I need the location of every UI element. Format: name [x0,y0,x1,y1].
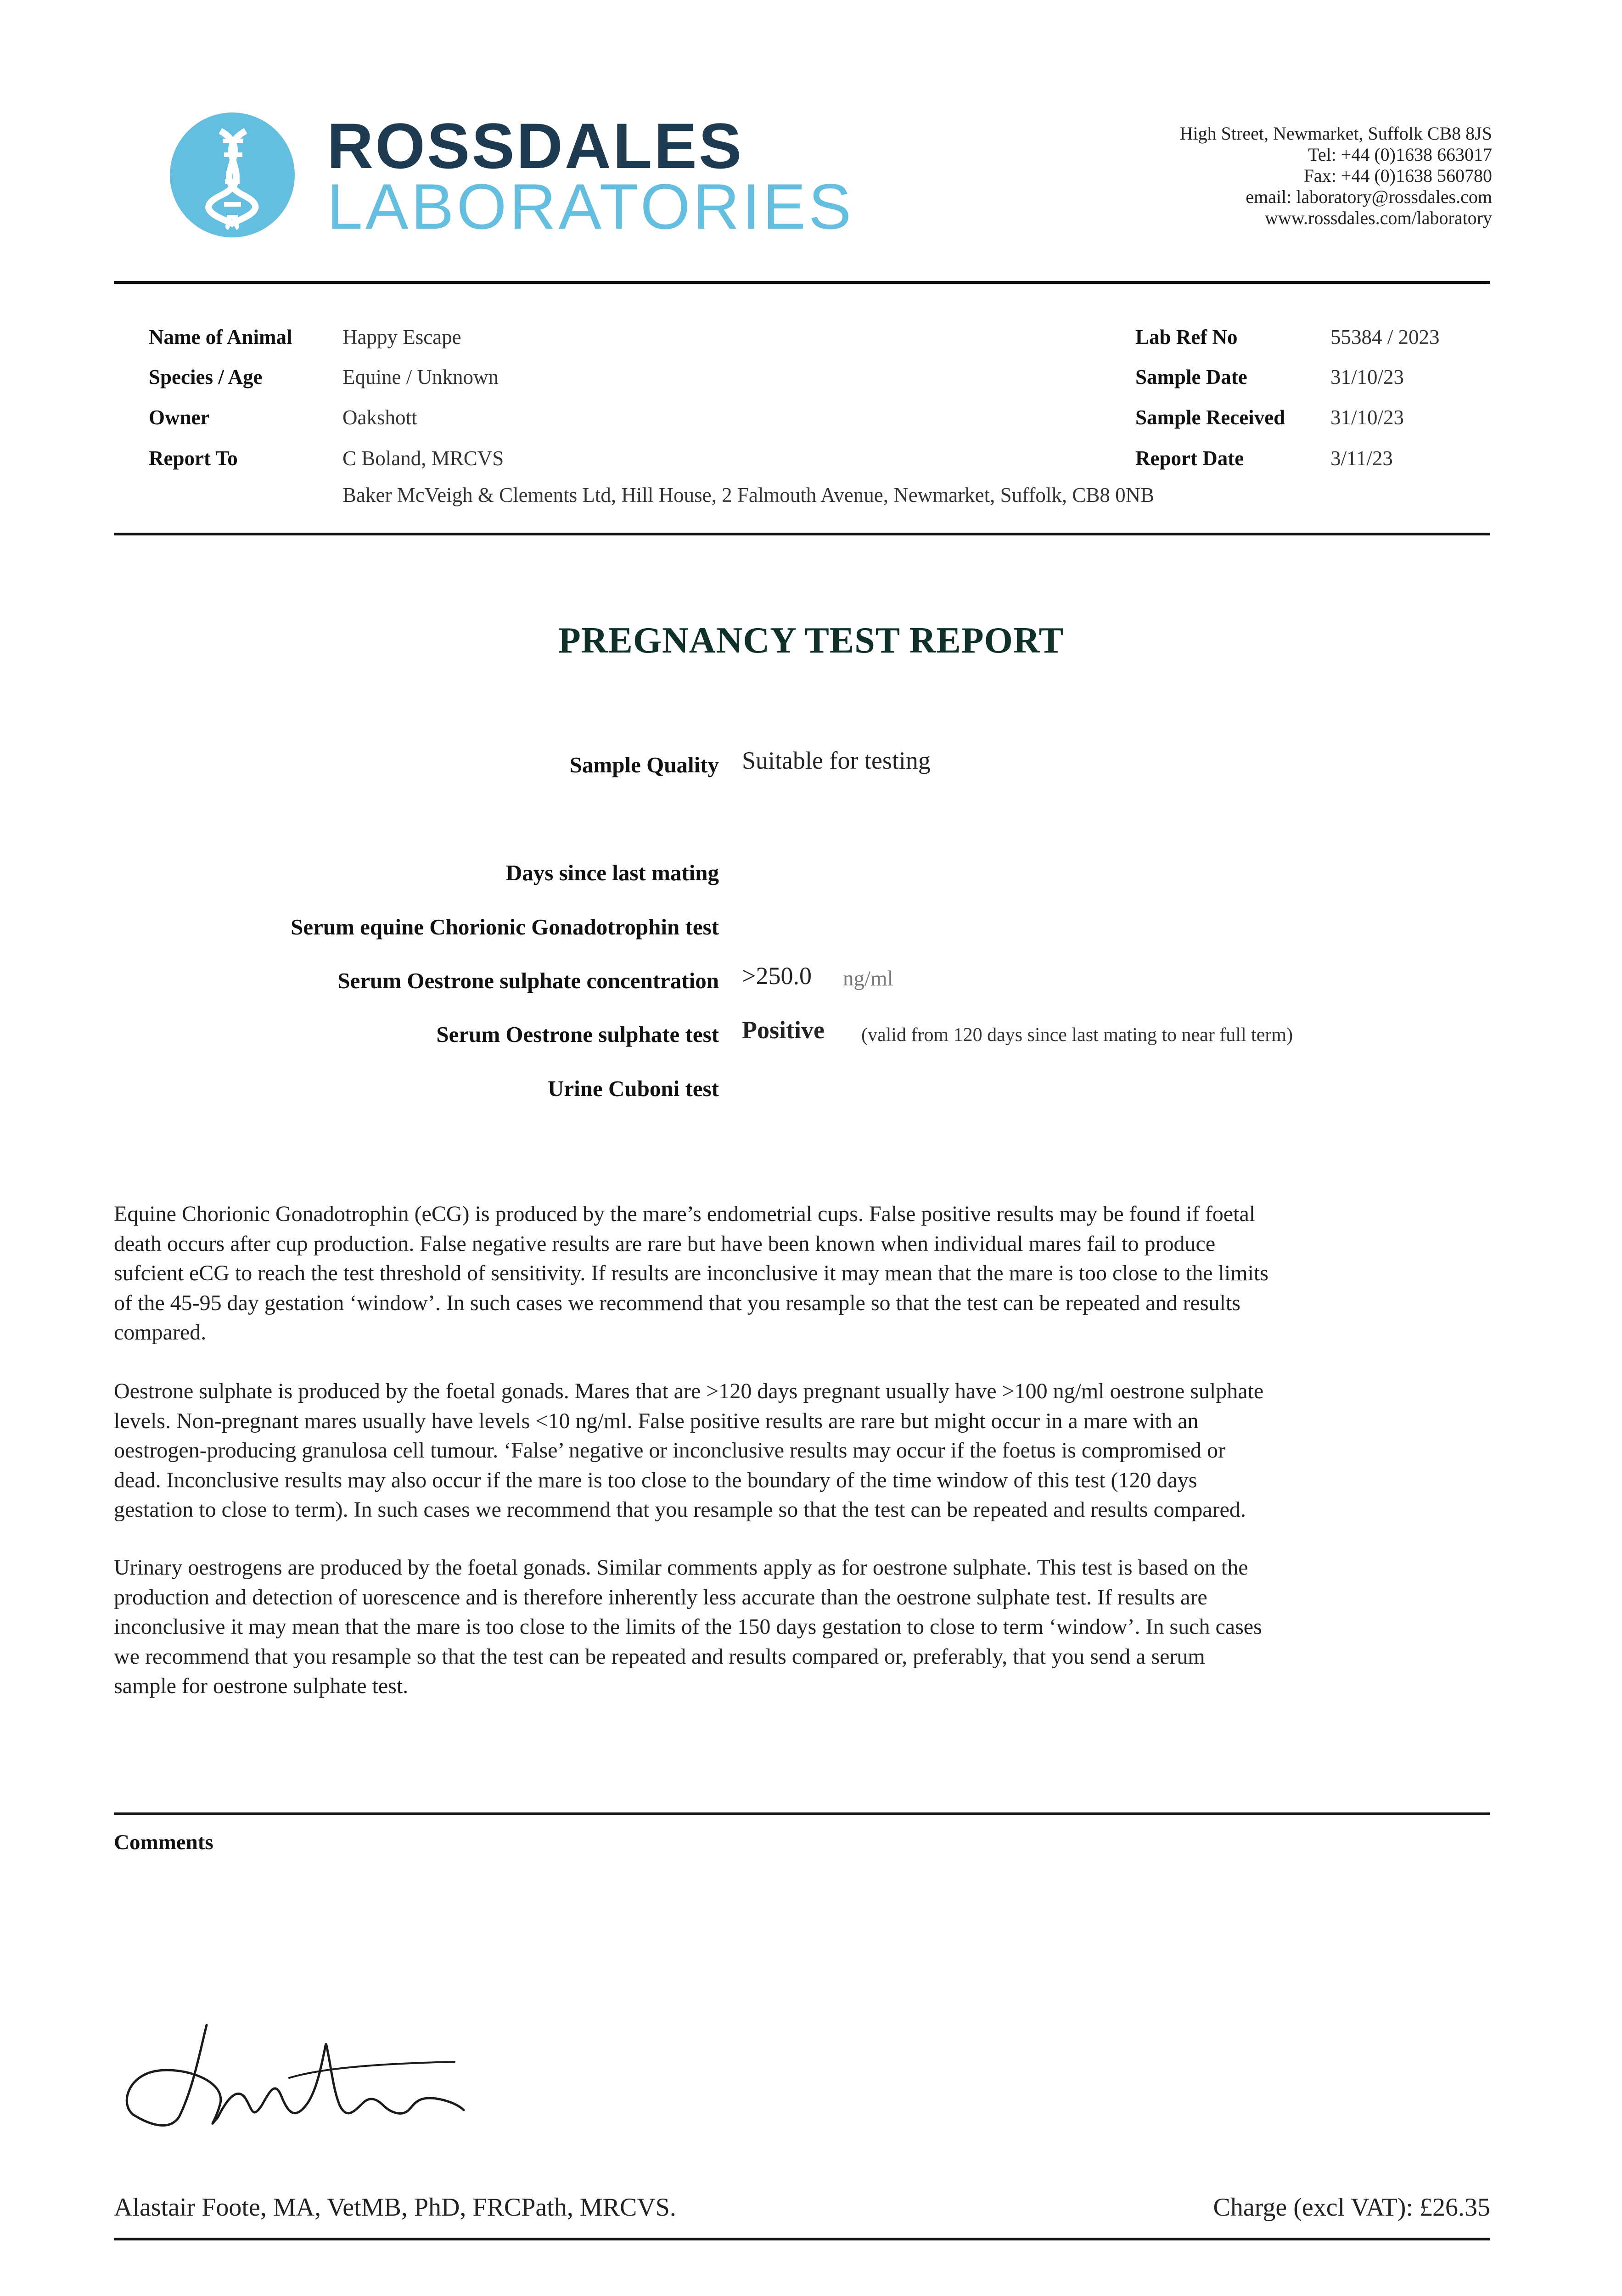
report-to-label: Report To [149,447,238,470]
paragraph-line: Oestrone sulphate is produced by the foetal gonads. Mares that are >120 days pregnant usually have >100 ng/ml oestrone sulphate [114,1379,1264,1403]
oestrone-conc-unit: ng/ml [843,967,893,990]
species-value: Equine / Unknown [342,366,499,388]
signature-image [115,2011,473,2149]
report-to-address: Baker McVeigh & Clements Ltd, Hill House, 2 Falmouth Avenue, Newmarket, Suffolk, CB8 0NB [342,484,1155,506]
contact-fax: Fax: +44 (0)1638 560780 [1303,165,1492,186]
logo-emblem [170,113,295,237]
days-since-mating-label: Days since last mating [505,860,719,885]
sample-date-value: 31/10/23 [1330,366,1404,388]
paragraph-line: levels. Non-pregnant mares usually have levels <10 ng/ml. False positive results are rare but might occur in a mare with an [114,1408,1199,1433]
charge-amount: Charge (excl VAT): £26.35 [1213,2193,1490,2222]
divider-comments [114,1812,1490,1815]
lab-ref-label: Lab Ref No [1135,326,1238,349]
paragraph-line: inconclusive it may mean that the mare is too close to the limits of the 150 days gestation to close to term ‘window’. In such cases [114,1615,1262,1639]
comments-label: Comments [114,1830,213,1854]
signatory-name: Alastair Foote, MA, VetMB, PhD, FRCPath, MRCVS. [114,2193,676,2222]
name-label: Name of Animal [149,326,292,349]
divider-bottom [114,2238,1490,2240]
sample-received-value: 31/10/23 [1330,406,1404,429]
sample-quality-value: Suitable for testing [742,747,931,774]
contact-tel: Tel: +44 (0)1638 663017 [1308,144,1492,165]
oestrone-test-label: Serum Oestrone sulphate test [436,1022,719,1047]
paragraph-line: production and detection of uorescence and is therefore inherently less accurate than the oestrone sulphate test. If results are [114,1585,1207,1609]
sample-received-label: Sample Received [1135,406,1285,429]
divider-top [114,281,1490,284]
cuboni-test-label: Urine Cuboni test [548,1076,719,1101]
name-value: Happy Escape [342,326,461,349]
paragraph-line: oestrogen-producing granulosa cell tumour. ‘False’ negative or inconclusive results may occur if the foetus is compromised or [114,1438,1226,1463]
logo-name-line1: ROSSDALES [327,110,744,182]
paragraph-line: gestation to close to term). In such cases we recommend that you resample so that the test can be repeated and results compared. [114,1497,1246,1522]
contact-address: High Street, Newmarket, Suffolk CB8 8JS [1179,123,1492,144]
paragraph-ecg [114,1199,1490,1348]
sample-date-label: Sample Date [1135,366,1247,388]
logo-name-line2: LABORATORIES [327,170,854,242]
page-title: PREGNANCY TEST REPORT [558,620,1064,661]
paragraph-line: we recommend that you resample so that the test can be repeated and results compared or, preferably, that you send a serum [114,1644,1205,1669]
report-date-label: Report Date [1135,447,1244,470]
paragraph-line: sufcient eCG to reach the test threshold of sensitivity. If results are inconclusive it may mean that the mare is too close to the limits [114,1261,1268,1285]
paragraph-urinary [114,1553,1490,1701]
paragraph-line: dead. Inconclusive results may also occur if the mare is too close to the boundary of the time window of this test (120 days [114,1468,1197,1492]
lab-ref-value: 55384 / 2023 [1330,326,1440,349]
contact-email[interactable]: email: laboratory@rossdales.com [1246,186,1492,207]
oestrone-conc-label: Serum Oestrone sulphate concentration [337,968,719,993]
divider-details [114,533,1490,535]
oestrone-conc-value: >250.0 [742,962,812,990]
owner-value: Oakshott [342,406,417,429]
ecg-test-label: Serum equine Chorionic Gonadotrophin test [291,914,719,940]
sample-quality-label: Sample Quality [569,752,719,777]
paragraph-line: sample for oestrone sulphate test. [114,1674,409,1698]
paragraph-line: of the 45-95 day gestation ‘window’. In such cases we recommend that you resample so that the test can be repeated and results [114,1290,1240,1315]
paragraph-line: death occurs after cup production. False negative results are rare but have been known when individual mares fail to produce [114,1231,1216,1256]
owner-label: Owner [149,406,210,429]
report-to-value: C Boland, MRCVS [342,447,504,470]
oestrone-test-note: (valid from 120 days since last mating to near full term) [861,1024,1293,1046]
paragraph-line: compared. [114,1320,207,1345]
report-date-value: 3/11/23 [1330,447,1393,470]
paragraph-line: Equine Chorionic Gonadotrophin (eCG) is produced by the mare’s endometrial cups. False positive results may be found if foetal [114,1202,1256,1226]
oestrone-test-value: Positive [742,1016,825,1044]
paragraph-oestrone [114,1377,1490,1525]
dna-helix-icon [170,113,295,237]
species-label: Species / Age [149,366,263,388]
contact-block [1180,123,1492,229]
contact-web[interactable]: www.rossdales.com/laboratory [1264,208,1492,228]
paragraph-line: Urinary oestrogens are produced by the foetal gonads. Similar comments apply as for oestrone sulphate. This test is based on the [114,1555,1248,1580]
